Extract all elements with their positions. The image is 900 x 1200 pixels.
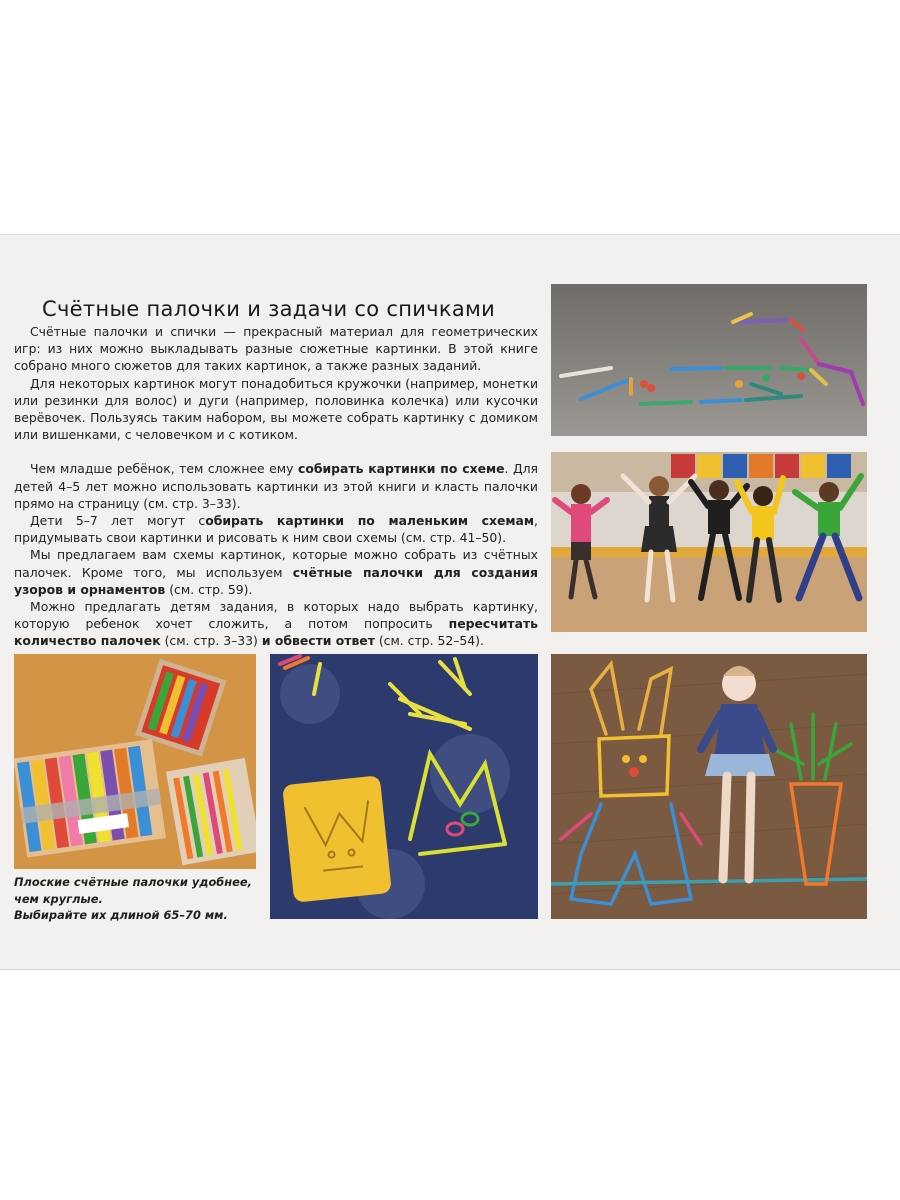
paragraph-2: Для некоторых картинок могут понадобиться кружочки (например, монетки или резинки для волос) и дуги (например, половинка колечка) или кусочки верёвочек. Пользуясь таким набором, вы можете собрать картинку с домиком или вишенками, с человечком и с котиком. xyxy=(14,375,538,443)
paragraph-1: Счётные палочки и спички — прекрасный материал для геометрических игр: из них можно выкладывать разные сюжетные картинки. В этой книге собрано много сюжетов для таких картинок, а также разных заданий. xyxy=(14,324,538,374)
bold-phrase: пересчитать количество палочек xyxy=(14,616,538,649)
text-run: Чем младше ребёнок, тем сложнее ему xyxy=(30,461,298,477)
photo-sticks-on-carpet xyxy=(270,654,538,919)
bold-phrase: счётные палочки для создания узоров и орнаментов xyxy=(14,564,538,597)
text-run: Дети 5–7 лет могут с xyxy=(30,513,206,529)
text-run: (см. стр. 3–33) xyxy=(160,633,262,649)
photo-girl-with-bunny xyxy=(551,654,867,919)
photo-sticks-on-floor xyxy=(551,284,867,436)
photo-caption xyxy=(14,874,264,924)
text-run: (см. стр. 52–54). xyxy=(374,633,484,649)
page-title: Счётные палочки и задачи со спичками xyxy=(42,297,496,322)
text-run: Мы предлагаем вам схемы картинок, которые можно собрать из счётных палочек. Кроме того, мы используем xyxy=(14,547,538,580)
paragraph-5 xyxy=(14,546,538,598)
paragraph-3 xyxy=(14,460,538,512)
caption-line: Плоские счётные палочки удобнее, xyxy=(14,875,252,889)
photo-stick-packs xyxy=(14,654,256,869)
bold-phrase: обирать картинки по маленьким схемам xyxy=(205,513,535,529)
text-run: (см. стр. 59). xyxy=(165,581,253,597)
body-text xyxy=(14,323,538,650)
photo-children-posing xyxy=(551,452,867,632)
text-run: . Для детей 4–5 лет можно использовать картинки из этой книги и класть палочки прямо на страницу (см. стр. 3–33). xyxy=(14,461,538,511)
caption-line: чем круглые. xyxy=(14,891,103,906)
paragraph-6 xyxy=(14,598,538,650)
caption-line: Выбирайте их длиной 65–70 мм. xyxy=(14,908,228,922)
text-run: , придумывать свои картинки и рисовать к ним свои схемы (см. стр. 41–50). xyxy=(14,513,538,546)
bold-phrase: и обвести ответ xyxy=(261,633,375,649)
paragraph-4 xyxy=(14,512,538,546)
text-run: Можно предлагать детям задания, в которых надо выбрать картинку, которую ребенок хочет сложить, а потом попросить xyxy=(14,599,538,632)
bold-phrase: собирать картинки по схеме xyxy=(297,461,505,477)
